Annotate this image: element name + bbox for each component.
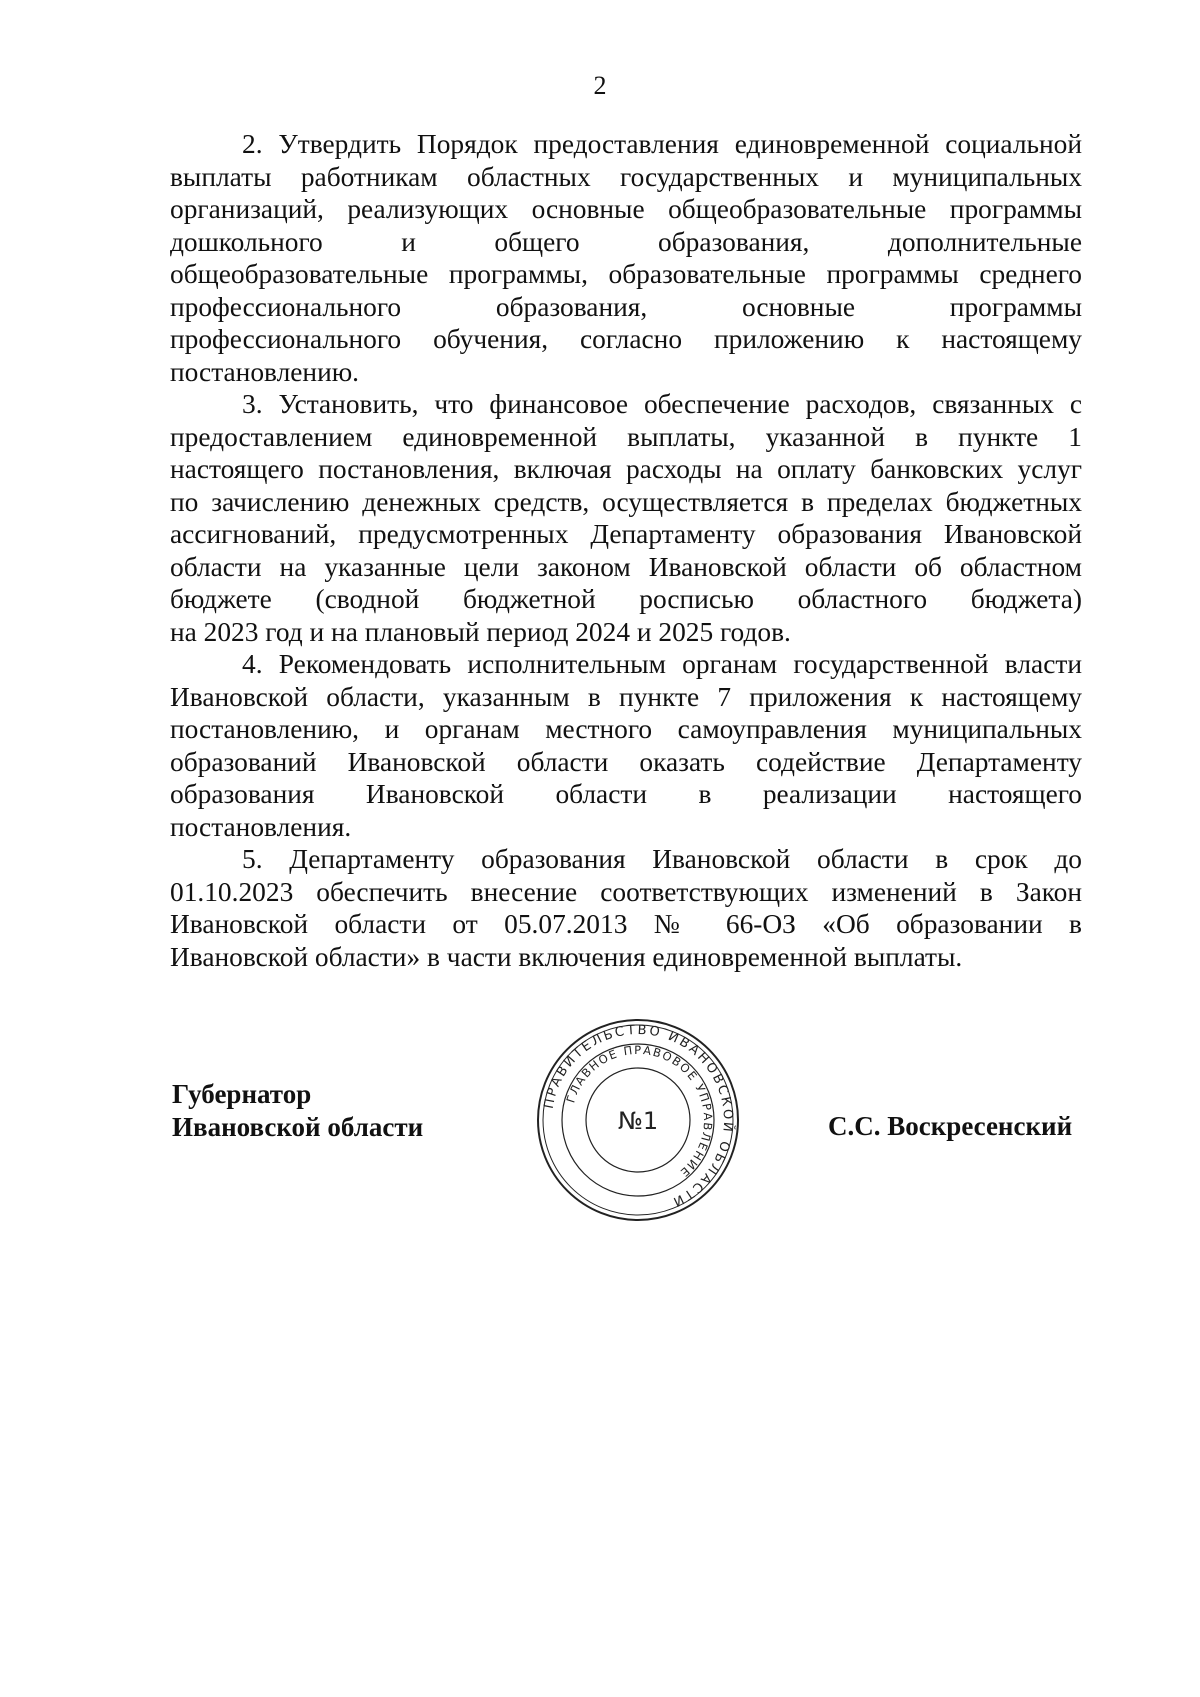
text-line: бюджете (сводной бюджетной росписью областного бюджета) [170,584,1082,614]
paragraph-2 [170,128,1082,388]
seal-outer-text: ПРАВИТЕЛЬСТВО ИВАНОВСКОЙ ОБЛАСТИ [541,1022,736,1210]
text-line: Ивановской области, указанным в пункте 7 приложения к настоящему [170,681,1082,712]
text-line: постановлению, и органам местного самоуправления муниципальных [170,714,1082,744]
text-line: по зачислению денежных средств, осуществляется в пределах бюджетных [170,486,1082,517]
text-line: Ивановской области от 05.07.2013 № 66-ОЗ «Об образовании в [170,909,1082,939]
text-line: настоящего постановления, включая расходы на оплату банковских услуг [170,454,1082,484]
text-line: дошкольного и общего образования, дополнительные [170,226,1082,257]
text-line: постановлению. [170,356,360,387]
text-line: ассигнований, предусмотренных Департаменту образования Ивановской [170,519,1082,549]
text-line: организаций, реализующих основные общеобразовательные программы [170,194,1082,224]
text-line: 2. Утвердить Порядок предоставления единовременной социальной [242,129,1082,159]
page-number: 2 [593,71,607,100]
text-line: образований Ивановской области оказать содействие Департаменту [170,746,1082,777]
signatory-title [172,1078,423,1144]
text-line: профессионального обучения, согласно приложению к настоящему [170,324,1082,354]
text-line: области на указанные цели законом Ивановской области об областном [170,551,1082,582]
text-line: предоставлением единовременной выплаты, указанной в пункте 1 [170,421,1082,452]
text-line: постановления. [170,811,352,842]
text-line: 4. Рекомендовать исполнительным органам государственной власти [242,649,1082,679]
seal-inner-text: ГЛАВНОЕ ПРАВОВОЕ УПРАВЛЕНИЕ [563,1042,716,1181]
paragraph-5 [170,843,1082,973]
text-line: выплаты работникам областных государственных и муниципальных [170,161,1082,192]
text-line: образования Ивановской области в реализации настоящего [170,779,1082,809]
text-line: общеобразовательные программы, образовательные программы среднего [170,259,1082,289]
seal-center-number: №1 [617,1107,659,1135]
text-line: 3. Установить, что финансовое обеспечение расходов, связанных с [242,389,1082,419]
signatory-name: С.С. Воскресенский [828,1111,1073,1141]
paragraph-3 [170,388,1082,648]
text-line: Ивановской области» в части включения единовременной выплаты. [170,941,963,972]
text-line: на 2023 год и на плановый период 2024 и 2025 годов. [170,616,791,647]
signatory-title-line: Губернатор [172,1079,312,1109]
document-body [170,128,1082,973]
text-line: 5. Департаменту образования Ивановской области в срок до [242,844,1082,874]
signatory-title-line: Ивановской области [172,1112,424,1142]
paragraph-4 [170,648,1082,843]
official-seal [533,1015,743,1225]
text-line: 01.10.2023 обеспечить внесение соответствующих изменений в Закон [170,876,1082,907]
text-line: профессионального образования, основные программы [170,291,1082,322]
